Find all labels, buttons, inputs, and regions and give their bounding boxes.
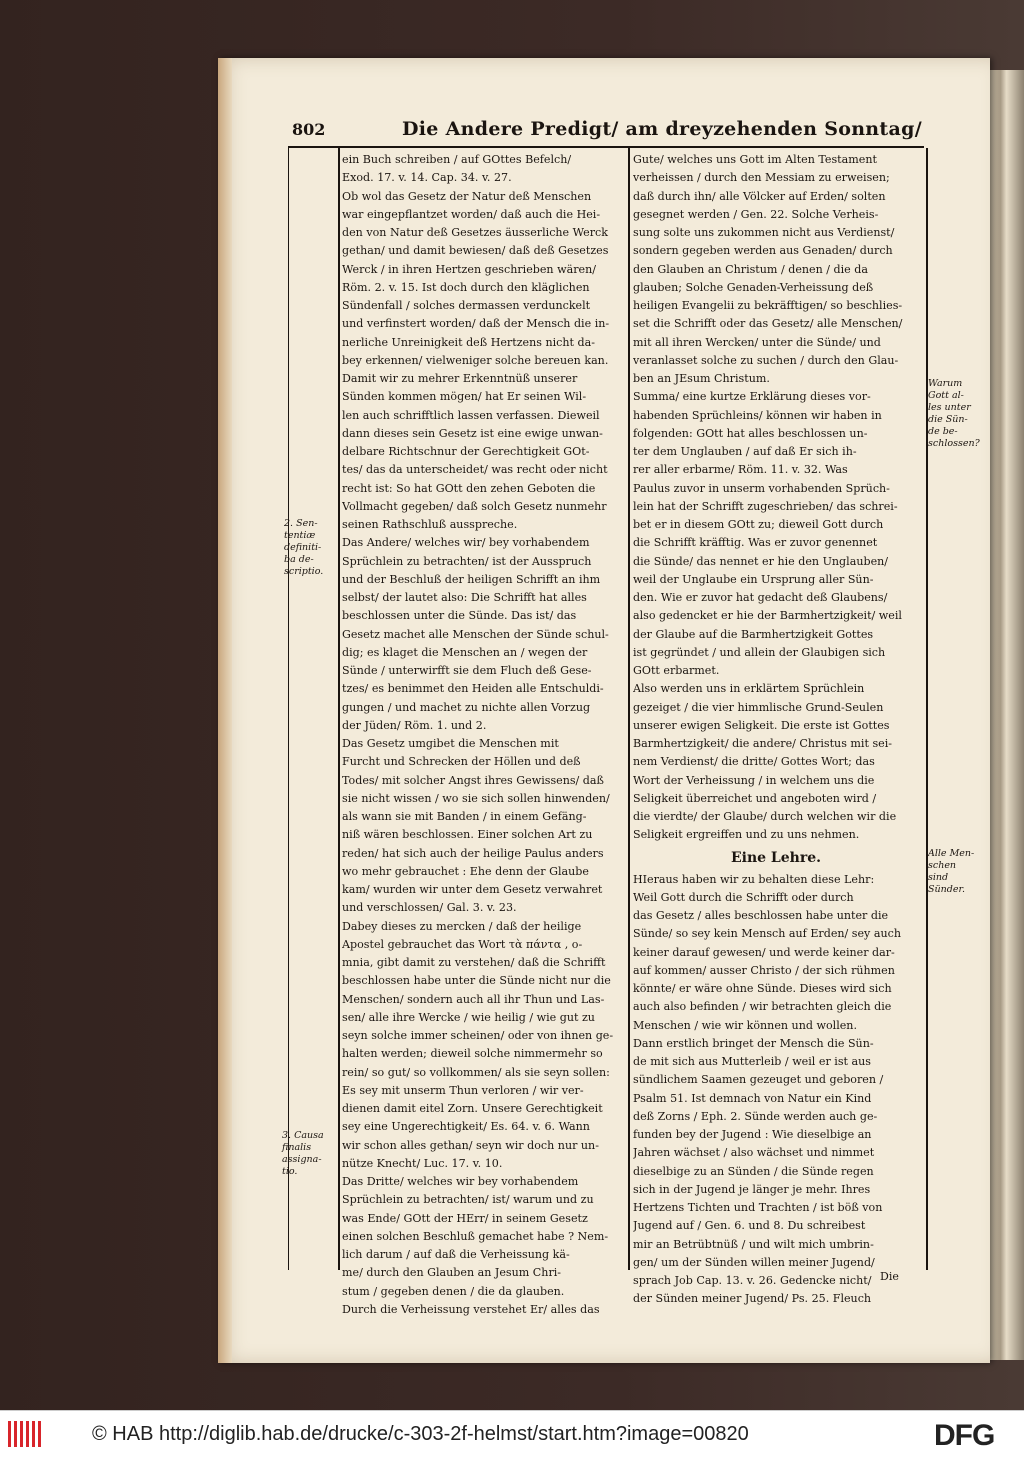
text-line: len auch schrifftlich lassen verfassen. Dieweil: [342, 408, 600, 422]
margin-note-line: 2. Sen-: [284, 518, 318, 529]
text-line: gen/ um der Sünden willen meiner Jugend/: [633, 1255, 875, 1269]
text-line: dienen damit eitel Zorn. Unsere Gerechtigkeit: [342, 1102, 603, 1115]
text-line: veranlasset solche zu suchen / durch den Glau-: [633, 353, 899, 367]
text-line: Menschen/ sondern auch all ihr Thun und Las-: [342, 992, 605, 1006]
text-line: kam/ wurden wir unter dem Gesetz verwahret: [342, 883, 603, 896]
margin-note-line: finalis: [282, 1142, 312, 1153]
text-line: den Glauben an Christum / denen / die da: [633, 262, 868, 276]
text-line: Das Gesetz umgibet die Menschen mit: [342, 737, 559, 750]
text-line: rein/ so gut/ so vollkommen/ als sie seyn sollen:: [342, 1065, 610, 1079]
margin-note-line: schen: [928, 860, 957, 871]
text-line: die vierdte/ der Glaube/ durch welchen wir die: [633, 810, 897, 823]
text-line: nütze Knecht/ Luc. 17. v. 10.: [342, 1156, 503, 1170]
text-line: einen solchen Beschluß gemachet habe ? Nem-: [342, 1229, 609, 1243]
text-line: Wort der Verheissung / in welchem uns die: [633, 773, 875, 787]
text-line: beschlossen unter die Sünde. Das ist/ das: [342, 609, 577, 623]
margin-note-line: die Sün-: [928, 414, 968, 425]
text-line: Jugend auf / Gen. 6. und 8. Du schreibest: [633, 1219, 866, 1233]
text-line: heiligen Evangelii zu bekräfftigen/ so beschlies-: [633, 299, 903, 312]
text-line: sondern gegeben werden aus Genaden/ durch: [633, 244, 893, 258]
text-line: de mit sich aus Mutterleib / weil er ist aus: [633, 1055, 871, 1068]
text-line: Jahren wächset / also wächset und nimmet: [633, 1146, 875, 1160]
text-line: Dann erstlich bringet der Mensch die Sün-: [633, 1036, 874, 1050]
margin-note-alle-menschen: [928, 848, 974, 896]
margin-note-line: les unter: [928, 402, 971, 413]
text-line: der Sünden meiner Jugend/ Ps. 25. Fleuch: [633, 1292, 872, 1306]
margin-note-line: Alle Men-: [928, 848, 975, 859]
text-line: ben an JEsum Christum.: [633, 372, 770, 385]
text-line: sprach Job Cap. 13. v. 26. Gedencke nicht/: [633, 1274, 872, 1287]
text-line: Paulus zuvor in unserm vorhabenden Sprüch-: [633, 481, 890, 495]
text-line: der Glaube auf die Barmhertzigkeit Gottes: [633, 627, 874, 641]
text-line: lich darum / auf daß die Verheissung kä-: [342, 1248, 570, 1261]
text-line: mit all ihren Wercken/ unter die Sünde/ und: [633, 335, 881, 349]
dfg-logo: DFG: [934, 1419, 995, 1452]
text-line: Sprüchlein zu betrachten/ ist der Ausspruch: [342, 554, 592, 568]
text-line: sich in der Jugend je länger je mehr. Ihres: [633, 1182, 871, 1196]
copyright-link[interactable]: © HAB http://diglib.hab.de/drucke/c-303-2f-helmst/start.htm?image=00820: [92, 1423, 749, 1445]
viewer-footer: [0, 1410, 1024, 1459]
text-line: gesegnet werden / Gen. 22. Solche Verheis-: [633, 207, 879, 221]
page-gutter-shadow: [218, 58, 232, 1363]
text-line: sündlichem Saamen gezeuget und geboren /: [633, 1073, 884, 1087]
text-line: Apostel gebrauchet das Wort τὰ πάντα , o-: [342, 937, 583, 951]
text-line: Sünde / unterwirfft sie dem Fluch deß Gese-: [342, 664, 592, 677]
text-line: wo mehr gebrauchet : Ehe denn der Glaube: [342, 864, 589, 878]
text-line: Furcht und Schrecken der Höllen und deß: [342, 755, 581, 769]
text-line: und verfinstert worden/ daß der Mensch die in-: [342, 317, 610, 331]
text-line: rer aller erbarme/ Röm. 11. v. 32. Was: [633, 463, 848, 477]
margin-note-warum: [928, 378, 980, 450]
margin-note-line: de be-: [928, 426, 958, 437]
section-heading: Eine Lehre.: [730, 849, 822, 866]
text-line: Es sey mit unserm Thun verloren / wir ver-: [342, 1083, 584, 1097]
text-line: delbare Richtschnur der Gerechtigkeit GOt-: [342, 445, 590, 458]
text-line: den von Natur deß Gesetzes äusserliche Werck: [342, 226, 608, 239]
text-line: Damit wir zu mehrer Erkenntnüß unserer: [342, 372, 578, 385]
text-line: folgenden: GOtt hat alles beschlossen un-: [633, 426, 868, 440]
text-line: gungen / und machet zu nichte allen Vorzug: [342, 700, 591, 714]
text-line: seyn solche immer scheinen/ oder von ihnen ge-: [342, 1029, 614, 1042]
margin-note-line: Sünder.: [928, 884, 965, 895]
text-line: Weil Gott durch die Schrifft oder durch: [633, 890, 854, 904]
margin-note-line: scriptio.: [284, 566, 324, 577]
text-line: deß Zorns / Eph. 2. Sünde werden auch ge-: [633, 1109, 878, 1123]
text-line: was Ende/ GOtt der HErr/ in seinem Gesetz: [342, 1211, 588, 1225]
running-head: Die Andere Predigt/ am dreyzehenden Sonntag/: [402, 118, 922, 140]
text-line: auf kommen/ ausser Christo / der sich rühmen: [633, 963, 895, 977]
text-line: dieselbige zu an Sünden / die Sünde regen: [633, 1164, 874, 1178]
text-line: ist gegründet / und allein der Glaubigen sich: [633, 645, 886, 659]
text-line: funden bey der Jugend : Wie dieselbige an: [633, 1128, 872, 1141]
text-line: sie nicht wissen / wo sie sich sollen hinwenden/: [342, 791, 610, 805]
text-line: Gute/ welches uns Gott im Alten Testament: [633, 153, 877, 166]
margin-note-definitio: [284, 518, 323, 578]
text-line: und der Beschluß der heiligen Schrifft an ihm: [342, 572, 601, 586]
text-line: das Gesetz / alles beschlossen habe unter die: [633, 909, 889, 922]
text-line: Summa/ eine kurtze Erklärung dieses vor-: [633, 390, 871, 404]
text-line: auch also befinden / wir betrachten gleich die: [633, 1000, 892, 1014]
text-line: Das Dritte/ welches wir bey vorhabendem: [342, 1175, 579, 1188]
text-line: niß wären beschlossen. Einer solchen Art zu: [342, 828, 593, 842]
text-line: Gesetz machet alle Menschen der Sünde schul-: [342, 627, 609, 641]
text-line: Sündenfall / solches dermassen verdunckelt: [342, 299, 591, 312]
margin-note-causa-finalis: [282, 1130, 324, 1178]
text-line: nerliche Unreinigkeit deß Hertzens nicht da-: [342, 335, 595, 349]
text-line: nem Verdienst/ die dritte/ Gottes Wort; das: [633, 755, 875, 769]
text-line: HIeraus haben wir zu behalten diese Lehr:: [633, 872, 875, 886]
text-line: GOtt erbarmet.: [633, 664, 720, 677]
text-line: Vollmacht gegeben/ daß solch Gesetz nunmehr: [342, 499, 607, 513]
text-line: Hertzens Tichten und Trachten / ist böß von: [633, 1201, 883, 1214]
text-line: mir an Betrübtnüß / und wilt mich umbrin-: [633, 1237, 874, 1251]
text-line: stum / gegeben denen / die da glauben.: [342, 1284, 565, 1298]
text-line: set die Schrifft oder das Gesetz/ alle Menschen/: [633, 317, 903, 331]
text-line: die Sünde/ das nennet er hie den Unglauben/: [633, 554, 889, 568]
text-line: gethan/ und damit bewiesen/ daß deß Gesetzes: [342, 244, 609, 258]
text-line: habenden Sprüchleins/ können wir haben in: [633, 408, 882, 422]
left-text-column: [342, 151, 624, 1319]
text-line: der Jüden/ Röm. 1. und 2.: [342, 718, 487, 732]
text-line: tzes/ es benimmet den Heiden alle Entschuldi-: [342, 682, 604, 696]
margin-note-line: assigna-: [282, 1154, 322, 1165]
text-line: lein hat der Schrifft zugeschrieben/ das schrei-: [633, 499, 898, 513]
hab-logo-icon: [8, 1421, 40, 1447]
text-line: reden/ hat sich auch der heilige Paulus anders: [342, 846, 604, 860]
margin-note-line: Warum: [928, 378, 963, 389]
text-line: dann dieses sein Gesetz ist eine ewige unwan-: [342, 426, 603, 440]
book-page-stack-edge: [985, 70, 1024, 1360]
margin-note-line: sind: [928, 872, 949, 883]
text-line: Also werden uns in erklärtem Sprüchlein: [633, 682, 865, 696]
text-line: die Schrifft kräfftig. Was er zuvor genennet: [633, 536, 878, 550]
text-line: Das Andere/ welches wir/ bey vorhabendem: [342, 536, 590, 550]
text-line: keiner darauf gewesen/ und werde keiner dar-: [633, 945, 895, 959]
text-line: als wann sie mit Banden / in einem Gefäng-: [342, 810, 587, 823]
text-line: Röm. 2. v. 15. Ist doch durch den kläglichen: [342, 280, 590, 294]
text-line: mnia, gibt damit zu verstehen/ daß die Schrifft: [342, 956, 606, 969]
text-line: verheissen / durch den Messiam zu erweisen;: [633, 171, 890, 185]
margin-note-line: schlossen?: [928, 438, 980, 449]
text-line: me/ durch den Glauben an Jesum Chri-: [342, 1266, 562, 1280]
page-number: 802: [292, 120, 326, 139]
text-line: Seligkeit überreichet und angeboten wird /: [633, 791, 877, 805]
margin-note-line: Gott al-: [928, 390, 964, 401]
margin-note-line: tio.: [282, 1166, 298, 1177]
text-line: Werck / in ihren Hertzen geschrieben wären/: [342, 262, 596, 276]
text-line: bey erkennen/ vielweniger solche bereuen kan.: [342, 353, 609, 367]
margin-note-line: tentiæ: [284, 530, 316, 541]
text-line: Seligkeit ergreiffen und zu uns nehmen.: [633, 828, 860, 842]
text-line: beschlossen habe unter die Sünde nicht nur die: [342, 974, 611, 988]
text-line: bet er in diesem GOtt zu; dieweil Gott durch: [633, 518, 884, 531]
text-line: sung solte uns zukommen nicht aus Verdienst/: [633, 226, 895, 239]
text-line: Barmhertzigkeit/ die andere/ Christus mit sei-: [633, 737, 893, 750]
column-rule: [628, 148, 630, 1270]
text-line: ein Buch schreiben / auf GOttes Befelch/: [342, 153, 572, 166]
text-line: Sprüchlein zu betrachten/ ist/ warum und zu: [342, 1193, 594, 1207]
text-line: wir schon alles gethan/ seyn wir doch nur un-: [342, 1138, 599, 1152]
text-line: gezeiget / die vier himmlische Grund-Seulen: [633, 700, 884, 714]
text-line: selbst/ der lautet also: Die Schrifft hat alles: [342, 591, 587, 604]
text-line: Durch die Verheissung verstehet Er/ alles das: [342, 1302, 600, 1316]
text-line: ter dem Unglauben / auf daß Er sich ih-: [633, 445, 857, 458]
text-line: sen/ alle ihre Wercke / wie heilig / wie gut zu: [342, 1010, 595, 1024]
text-line: Exod. 17. v. 14. Cap. 34. v. 27.: [342, 171, 512, 185]
text-line: daß durch ihn/ alle Völcker auf Erden/ solten: [633, 189, 886, 203]
text-line: unserer ewigen Seligkeit. Die erste ist Gottes: [633, 718, 890, 732]
text-line: Dabey dieses zu mercken / daß der heilige: [342, 919, 582, 933]
text-line: glauben; Solche Genaden-Verheissung deß: [633, 280, 874, 294]
text-line: also gedencket er hie der Barmhertzigkeit/ weil: [633, 609, 902, 623]
text-line: den. Wie er zuvor hat gedacht deß Glaubens/: [633, 591, 888, 604]
text-line: sey eine Ungerechtigkeit/ Es. 64. v. 6. Wann: [342, 1120, 590, 1134]
margin-note-line: 3. Causa: [282, 1130, 324, 1141]
text-line: Psalm 51. Ist demnach von Natur ein Kind: [633, 1091, 872, 1105]
text-line: tes/ das da unterscheidet/ was recht oder nicht: [342, 463, 608, 477]
catchword: Die: [880, 1270, 899, 1283]
right-text-column: [633, 151, 919, 1309]
text-line: dig; es klaget die Menschen an / wegen der: [342, 645, 588, 659]
text-line: seinen Rathschluß ausspreche.: [342, 518, 518, 531]
text-line: und verschlossen/ Gal. 3. v. 23.: [342, 901, 517, 915]
text-line: recht ist: So hat GOtt den zehen Geboten die: [342, 481, 596, 495]
text-line: war eingepflantzet worden/ daß auch die Hei-: [342, 207, 601, 221]
margin-note-line: definiti-: [284, 542, 322, 553]
text-line: weil der Unglaube ein Ursprung aller Sün-: [633, 572, 874, 586]
margin-note-line: ba de-: [284, 554, 314, 565]
text-line: Sünden kommen mögen/ hat Er seinen Wil-: [342, 390, 587, 404]
text-line: Menschen / wie wir können und wollen.: [633, 1018, 857, 1032]
text-line: Ob wol das Gesetz der Natur deß Menschen: [342, 189, 592, 203]
page-header: [288, 118, 924, 148]
margin-rule: [288, 148, 289, 1270]
text-line: Todes/ mit solcher Angst ihres Gewissens/ daß: [342, 773, 604, 787]
text-line: Sünde/ so sey kein Mensch auf Erden/ sey auch: [633, 927, 901, 941]
text-line: könnte/ er wäre ohne Sünde. Dieses wird sich: [633, 982, 892, 995]
text-line: halten werden; dieweil solche nimmermehr so: [342, 1047, 603, 1061]
